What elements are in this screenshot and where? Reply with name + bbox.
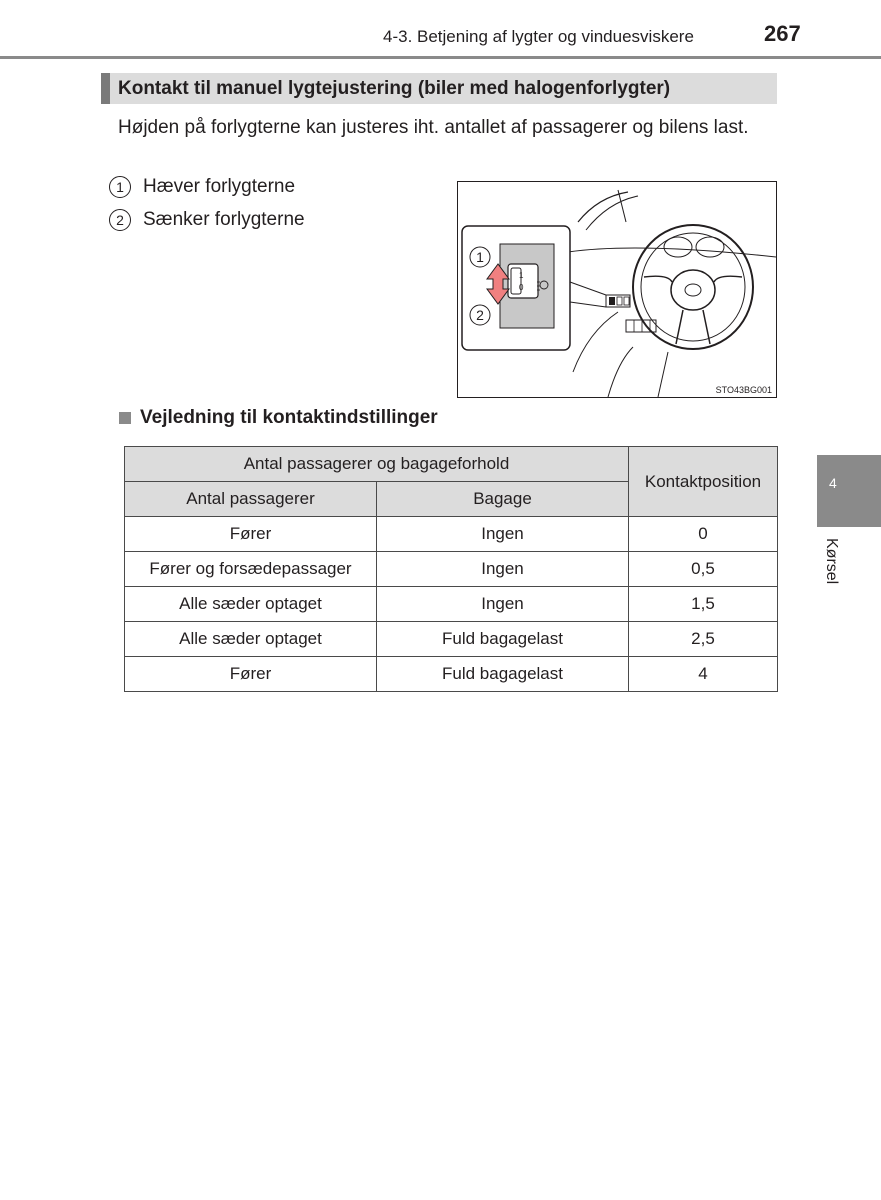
section-heading-bar — [101, 73, 777, 104]
step-2-number: 2 — [109, 209, 131, 231]
intro-text: Højden på forlygterne kan justeres iht. antallet af passagerer og bilens last. — [118, 117, 749, 138]
section-heading-accent — [101, 73, 110, 104]
dashboard-figure — [457, 181, 777, 398]
cell-luggage: Fuld bagagelast — [377, 657, 629, 692]
table-row — [125, 587, 778, 622]
callout-2: 2 — [476, 307, 484, 323]
header-section-title: 4-3. Betjening af lygter og vinduesviskere — [383, 27, 694, 46]
cell-luggage: Fuld bagagelast — [377, 622, 629, 657]
chapter-label: Kørsel — [823, 538, 840, 585]
cell-passengers: Fører og forsædepassager — [125, 552, 377, 587]
cell-luggage: Ingen — [377, 552, 629, 587]
table-row — [125, 517, 778, 552]
dashboard-illustration — [458, 182, 776, 397]
subheading-text: Vejledning til kontaktindstillinger — [140, 407, 438, 428]
settings-table — [124, 446, 778, 692]
subheading — [119, 407, 438, 429]
table-header-row — [125, 447, 778, 482]
step-1-number: 1 — [109, 176, 131, 198]
figure-code: STO43BG001 — [715, 385, 772, 395]
page-number: 267 — [764, 21, 801, 46]
bullet-square-icon — [119, 412, 131, 424]
step-2 — [109, 209, 305, 231]
chapter-tab — [817, 455, 881, 527]
cell-luggage: Ingen — [377, 587, 629, 622]
table-row — [125, 657, 778, 692]
position-header: Kontaktposition — [629, 447, 778, 517]
luggage-header: Bagage — [377, 482, 629, 517]
cell-passengers: Alle sæder optaget — [125, 622, 377, 657]
chapter-tab-number: 4 — [829, 475, 837, 491]
switch-mark-1: 1 — [519, 271, 524, 280]
step-2-text: Sænker forlygterne — [143, 209, 305, 230]
step-1-text: Hæver forlygterne — [143, 176, 296, 197]
header-rule — [0, 56, 881, 59]
table-row — [125, 552, 778, 587]
cell-position: 2,5 — [629, 622, 778, 657]
passengers-header: Antal passagerer — [125, 482, 377, 517]
step-1 — [109, 176, 295, 198]
switch-mark-0: 0 — [519, 283, 524, 292]
cell-position: 0 — [629, 517, 778, 552]
section-title: Kontakt til manuel lygtejustering (biler med halogenforlygter) — [118, 78, 671, 99]
cell-position: 0,5 — [629, 552, 778, 587]
cell-luggage: Ingen — [377, 517, 629, 552]
cell-passengers: Fører — [125, 517, 377, 552]
callout-1: 1 — [476, 249, 484, 265]
cell-passengers: Fører — [125, 657, 377, 692]
cell-position: 1,5 — [629, 587, 778, 622]
cell-passengers: Alle sæder optaget — [125, 587, 377, 622]
group-header: Antal passagerer og bagageforhold — [125, 447, 629, 482]
cell-position: 4 — [629, 657, 778, 692]
table-row — [125, 622, 778, 657]
